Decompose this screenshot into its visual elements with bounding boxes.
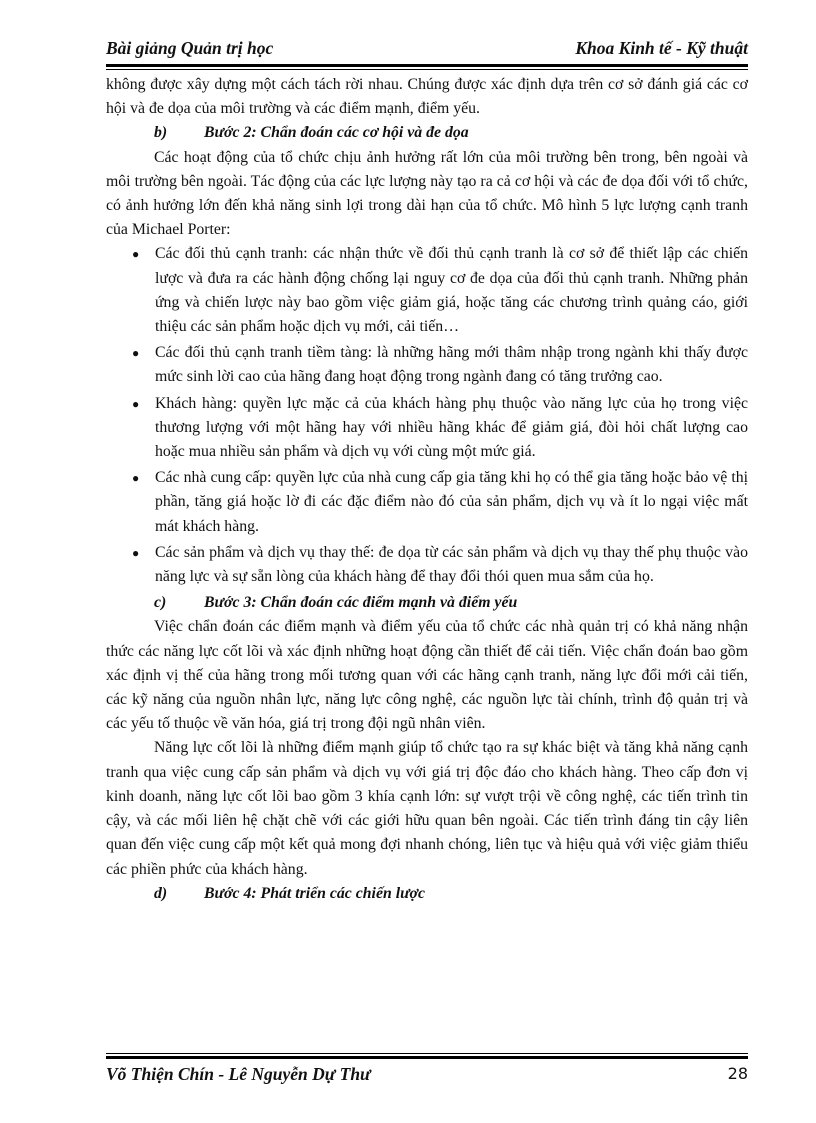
step3-paragraph-2: Năng lực cốt lõi là những điểm mạnh giúp tổ chức tạo ra sự khác biệt và tăng khả năng cạnh tranh qua việc cung cấp sản phẩm và dịch vụ với giá trị độc đáo cho khách hàng. Theo cấp đơn vị kinh doanh, năng lực cốt lõi bao gồm 3 khía cạnh lớn: sự vượt trội về công nghệ, các tiến trình tin cậy, và các mối liên hệ chặt chẽ với các giới hữu quan bên ngoài. Các tiến trình đáng tin cậy liên quan đến việc cung cấp một kết quả mong đợi nhanh chóng, liên tục và hiệu quả với việc giảm thiểu các phiền phức của khách hàng.	[106, 739, 748, 878]
step2-paragraph: Các hoạt động của tổ chức chịu ảnh hưởng rất lớn của môi trường bên trong, bên ngoài và môi trường bên ngoài. Tác động của các lực lượng này tạo ra cả cơ hội và các đe dọa đối với tổ chức, có ảnh hưởng lớn đến khả năng sinh lợi trong dài hạn của tổ chức. Mô hình 5 lực lượng cạnh tranh của Michael Porter:	[106, 148, 748, 239]
list-item-text: Các sản phẩm và dịch vụ thay thế: đe dọa từ các sản phẩm và dịch vụ thay thế phụ thuộc vào năng lực và sự sẵn lòng của khách hàng để thay đổi thói quen mua sắm của họ.	[155, 543, 748, 586]
list-item	[106, 392, 748, 465]
intro-paragraph: không được xây dựng một cách tách rời nhau. Chúng được xác định dựa trên cơ sở đánh giá các cơ hội và đe dọa của môi trường và các điểm mạnh, điểm yếu.	[106, 76, 748, 118]
page-footer	[106, 1064, 748, 1088]
section-heading-step4	[106, 882, 748, 906]
footer-divider	[106, 1053, 748, 1059]
section-heading-step2	[106, 121, 748, 145]
list-item-text: Các đối thủ cạnh tranh: các nhận thức về đối thủ cạnh tranh là cơ sở để thiết lập các chiến lược và đưa ra các hành động chống lại nguy cơ đe dọa của đối thủ cạnh tranh. Những phản ứng và chiến lược này bao gồm việc giảm giá, hoặc tăng các chương trình quảng cáo, giới thiệu các sản phẩm hoặc dịch vụ mới, cải tiến…	[155, 245, 748, 336]
bullet-icon: ●	[132, 247, 140, 262]
bullet-icon: ●	[132, 396, 140, 411]
list-item	[106, 341, 748, 389]
bullet-icon: ●	[132, 545, 140, 560]
page-body	[106, 73, 748, 906]
header-course-title: Bài giảng Quản trị học	[106, 38, 274, 58]
section-title: Bước 4: Phát triển các chiến lược	[204, 884, 426, 902]
list-item-text: Khách hàng: quyền lực mặc cả của khách hàng phụ thuộc vào năng lực của họ trong việc thương lượng với một hãng hay với nhiều hãng khác để giảm giá, đòi hỏi chất lượng cao hoặc mua nhiều sản phẩm và dịch vụ với cùng một mức giá.	[155, 394, 748, 461]
list-item	[106, 541, 748, 589]
list-item-text: Các đối thủ cạnh tranh tiềm tàng: là những hãng mới thâm nhập trong ngành khi thấy được mức sinh lời cao của hãng đang hoạt động trong ngành đang có tăng trưởng cao.	[155, 344, 748, 386]
bullet-icon: ●	[132, 346, 140, 361]
section-heading-step3	[106, 591, 748, 615]
list-item	[106, 242, 748, 339]
list-item	[106, 466, 748, 539]
porter-forces-list	[106, 242, 748, 589]
list-item-text: Các nhà cung cấp: quyền lực của nhà cung cấp gia tăng khi họ có thể gia tăng hoặc bảo vệ thị phần, tăng giá hoặc lờ đi các đặc điểm nào đó của sản phẩm, dịch vụ và ít lo ngại việc mất mát khách hàng.	[155, 469, 748, 535]
footer-authors: Võ Thiện Chín - Lê Nguyễn Dự Thư	[106, 1064, 371, 1084]
page-header	[106, 38, 748, 62]
header-faculty: Khoa Kinh tế - Kỹ thuật	[575, 38, 748, 58]
section-label: b)	[154, 124, 168, 142]
header-divider	[106, 64, 748, 70]
section-label: d)	[154, 884, 168, 902]
bullet-icon: ●	[132, 471, 140, 486]
section-title: Bước 3: Chẩn đoán các điểm mạnh và điểm yếu	[204, 594, 518, 612]
step3-paragraph-1: Việc chẩn đoán các điểm mạnh và điểm yếu của tổ chức các nhà quản trị có khả năng nhận thức các năng lực cốt lõi và xác định những hoạt động cần thiết để cải tiến. Việc chẩn đoán bao gồm xác định vị thế của hãng trong mối tương quan với các hãng cạnh tranh, năng lực đổi mới cải tiến, các kỹ năng của nguồn nhân lực, năng lực công nghệ, các nguồn lực tài chính, trình độ quản trị và các yếu tố thuộc về văn hóa, giá trị trong đội ngũ nhân viên.	[106, 618, 748, 733]
section-label: c)	[154, 594, 167, 612]
page-number: 28	[727, 1064, 748, 1083]
section-title: Bước 2: Chẩn đoán các cơ hội và đe dọa	[204, 124, 469, 142]
